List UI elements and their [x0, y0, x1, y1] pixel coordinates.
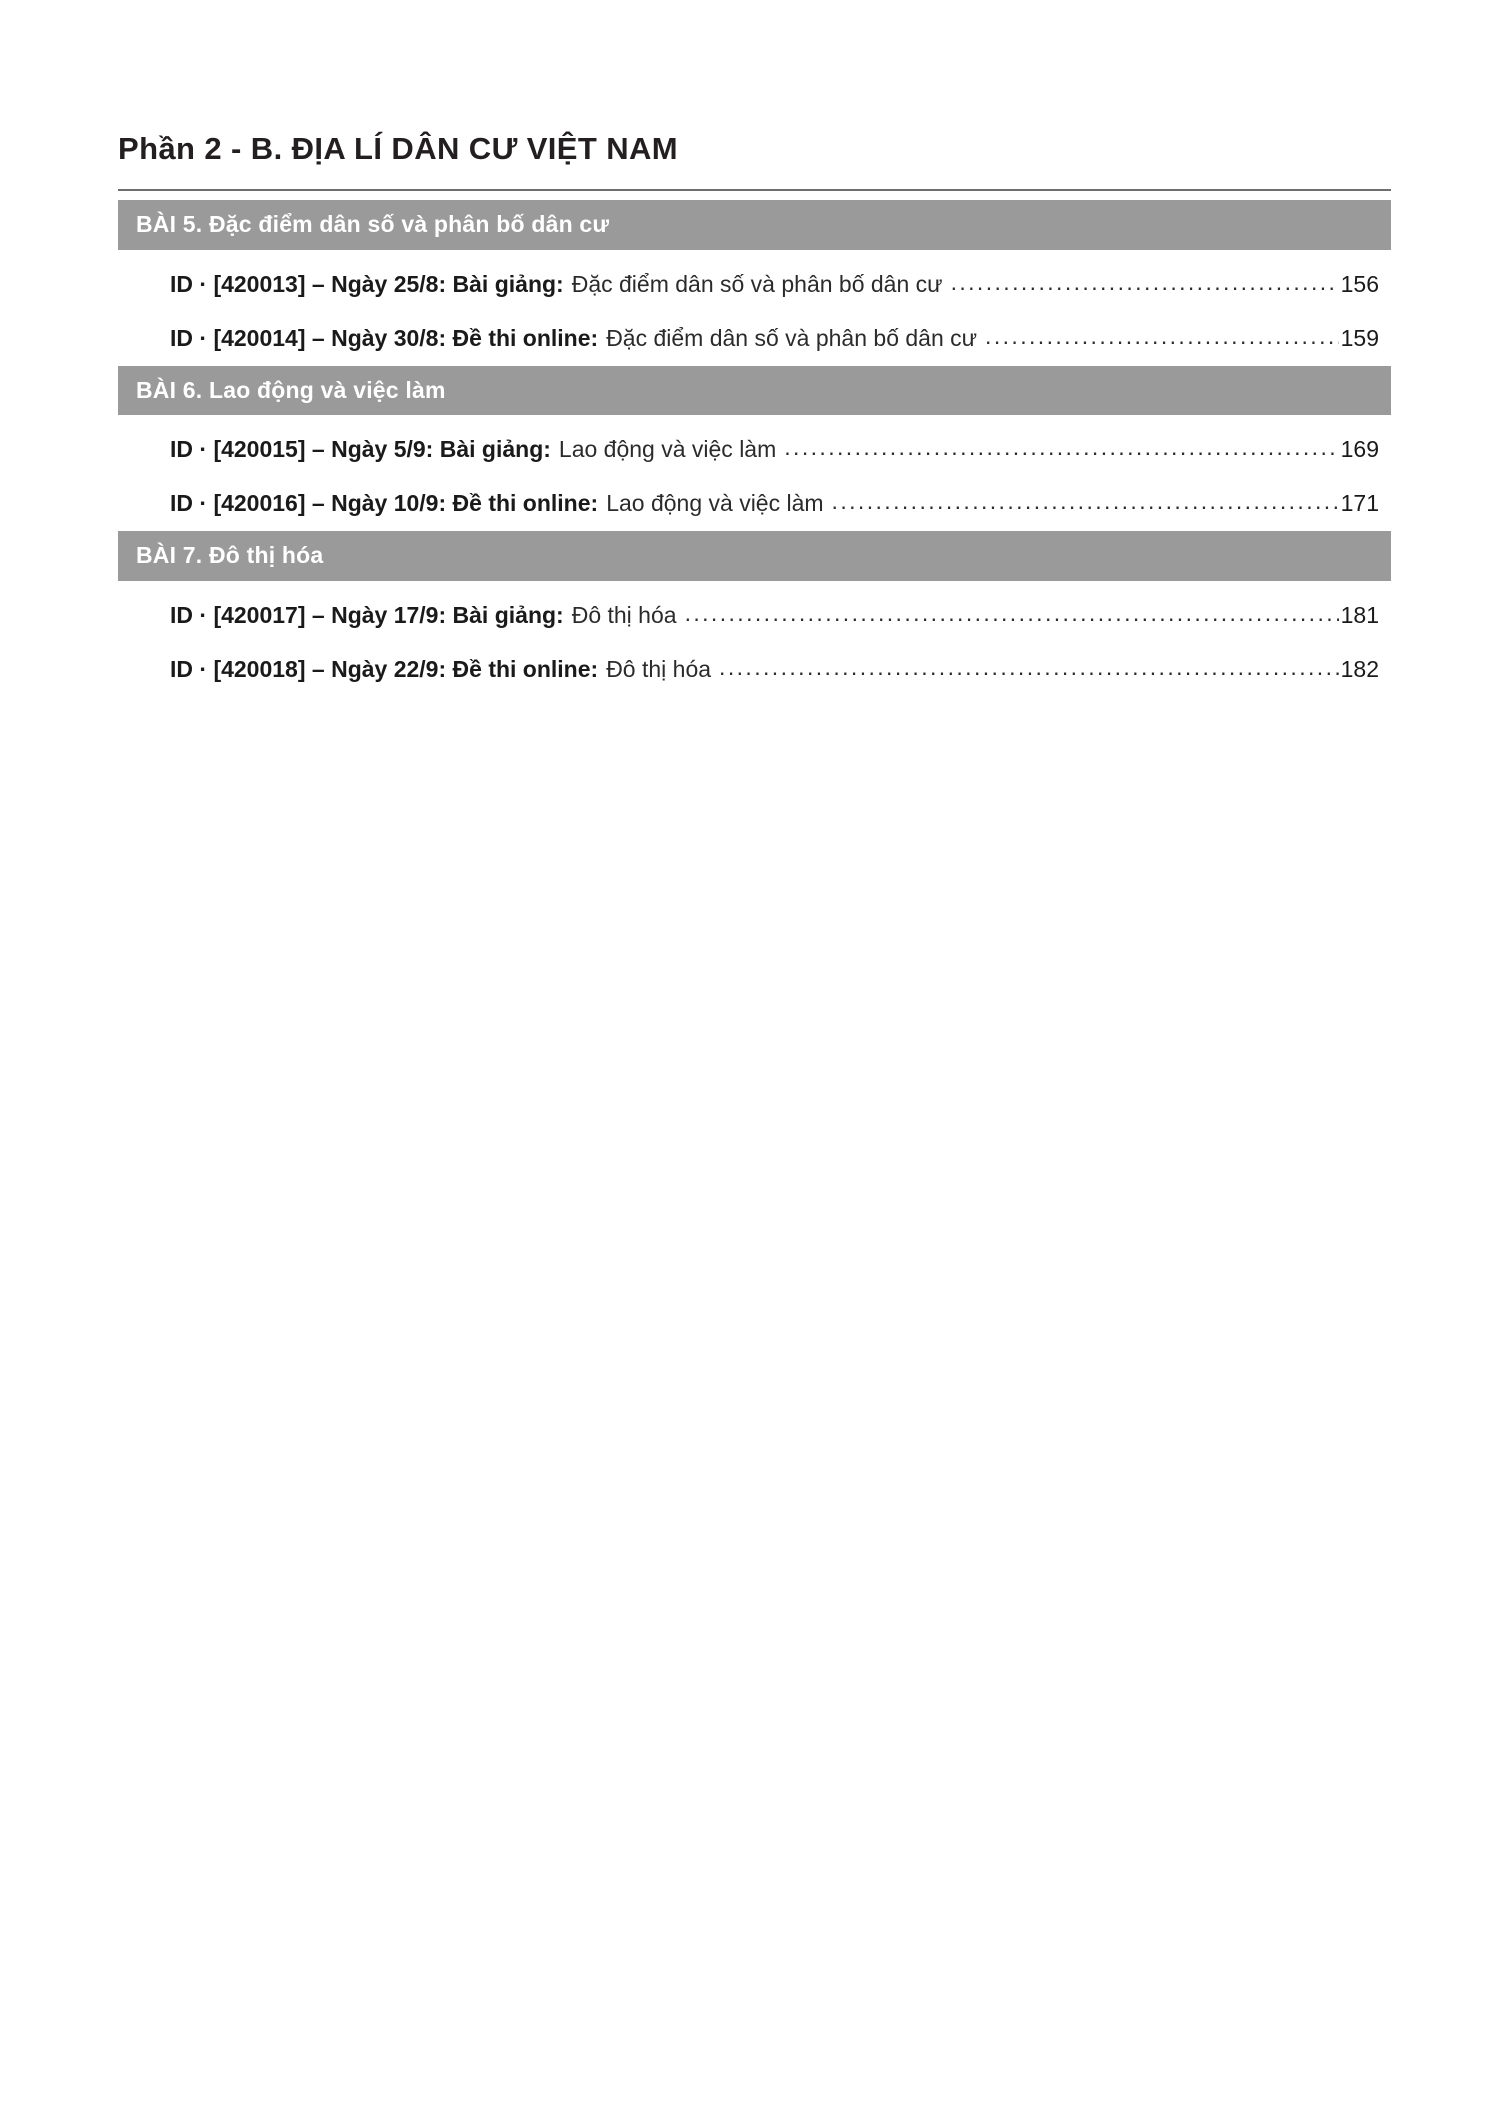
- toc-leader-dots: [784, 433, 1338, 463]
- toc-entry[interactable]: [170, 469, 1391, 523]
- toc-entry-label: Đặc điểm dân số và phân bố dân cư: [571, 270, 943, 297]
- toc-entry[interactable]: [170, 415, 1391, 469]
- toc-section: [118, 366, 1391, 524]
- toc-leader-dots: [985, 322, 1339, 352]
- toc-leader-dots: [832, 487, 1339, 517]
- toc-entry-label: Lao động và việc làm: [606, 490, 824, 517]
- toc-page-number: 156: [1340, 270, 1379, 297]
- toc-entry[interactable]: [170, 635, 1391, 689]
- toc-entry-lead: ID · [420017] – Ngày 17/9: Bài giảng:: [170, 602, 564, 628]
- toc-page-number: 171: [1340, 490, 1379, 517]
- toc-page-number: 182: [1340, 655, 1379, 682]
- toc-entry-lead: ID · [420013] – Ngày 25/8: Bài giảng:: [170, 270, 564, 297]
- toc-entry-lead: ID · [420015] – Ngày 5/9: Bài giảng:: [170, 436, 551, 463]
- toc-page-number: 159: [1340, 324, 1379, 351]
- toc-entry-label: Đô thị hóa: [606, 655, 712, 682]
- section-heading: BÀI 6. Lao động và việc làm: [118, 366, 1391, 416]
- toc-entry-label: Đặc điểm dân số và phân bố dân cư: [606, 324, 978, 351]
- page-title: Phần 2 - B. ĐỊA LÍ DÂN CƯ VIỆT NAM: [118, 131, 679, 166]
- toc-entry-label: Lao động và việc làm: [558, 436, 777, 463]
- toc-section: [118, 200, 1391, 358]
- toc-page-number: 169: [1340, 436, 1379, 463]
- section-heading: BÀI 7. Đô thị hóa: [118, 531, 1391, 581]
- toc-entry-label: Đô thị hóa: [571, 602, 677, 628]
- toc-leader-dots: [719, 653, 1339, 683]
- toc-entry-lead: ID · [420018] – Ngày 22/9: Đề thi online:: [170, 655, 599, 682]
- toc-entry[interactable]: [170, 581, 1391, 635]
- toc-entry-lead: ID · [420016] – Ngày 10/9: Đề thi online:: [170, 490, 599, 517]
- toc-section: [118, 531, 1391, 689]
- toc-leader-dots: [951, 268, 1339, 298]
- toc-page-number: 181: [1340, 602, 1379, 628]
- toc-leader-dots: [685, 599, 1339, 629]
- title-divider: [118, 189, 1391, 191]
- toc-entry-lead: ID · [420014] – Ngày 30/8: Đề thi online:: [170, 324, 599, 351]
- toc-entry[interactable]: [170, 250, 1391, 304]
- section-heading: BÀI 5. Đặc điểm dân số và phân bố dân cư: [118, 200, 1391, 250]
- toc-entry[interactable]: [170, 304, 1391, 358]
